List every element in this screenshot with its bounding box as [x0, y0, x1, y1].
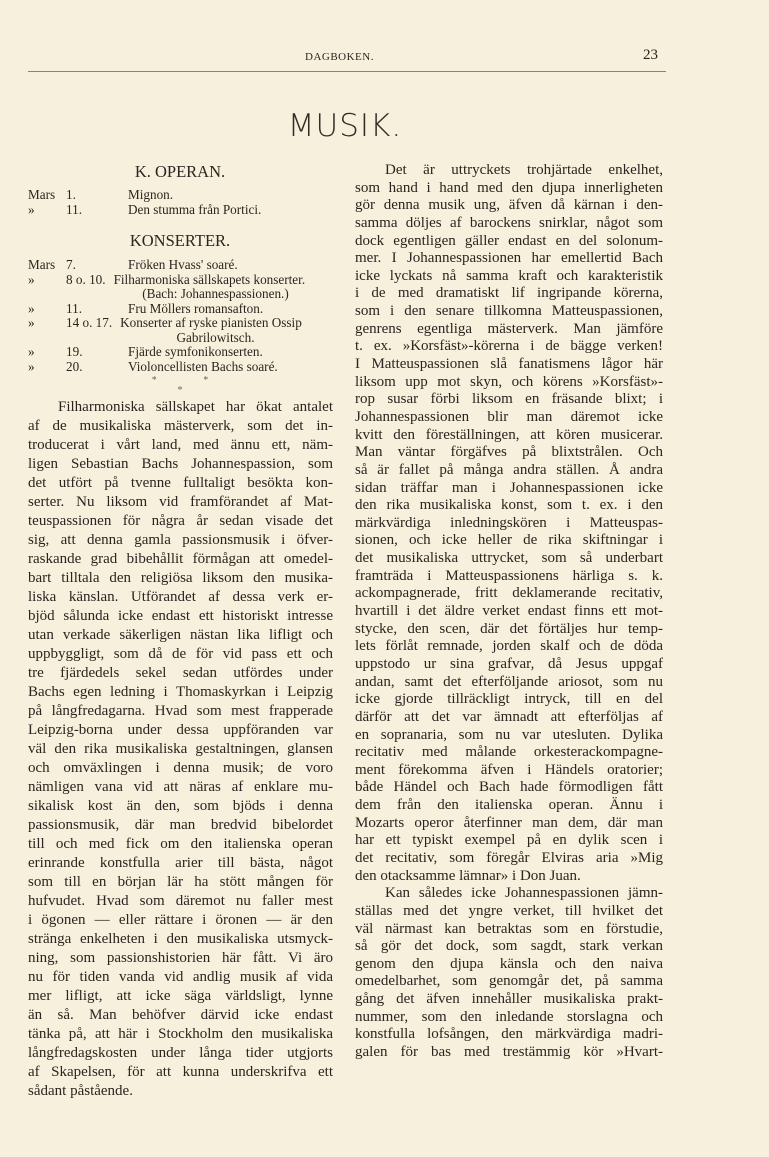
text-line: passionsmusik, där man bredvid bibelordet: [28, 817, 333, 833]
listing-entry: [28, 345, 333, 360]
text-line: gör denna musik ung, äfven då kärnan i den-: [355, 197, 663, 214]
text-line: genom den djupa känsla och den naiva: [355, 955, 663, 972]
text-line: stränga enkelheten i den musikaliska utsmyck-: [28, 931, 333, 947]
running-head: DAGBOKEN.: [305, 51, 374, 63]
listing-entry: [28, 316, 333, 331]
text-line: rop susar förbi liksom en fräsande blixt; i: [355, 391, 663, 408]
entry-month: Mars: [28, 187, 56, 202]
text-line: till och med fick om den italienska operan: [28, 836, 333, 852]
paragraph: [355, 162, 663, 885]
text-line: konstfulla lofsången, den märkvärdiga madri-: [355, 1026, 663, 1043]
entry-text: Mignon.: [128, 187, 174, 202]
listing-entry: [28, 203, 333, 218]
text-line: nämligen vana vid att näras af enklare mu-: [28, 779, 333, 795]
text-line: som hand i hand med den djupa innerligheten: [355, 179, 663, 196]
text-line: som till en början lär ha stött mången för: [28, 874, 333, 890]
text-line: genrens egentliga mästerverk. Man jämföre: [355, 320, 663, 337]
text-line: den otacksamme lämnar» i Don Juan.: [355, 867, 581, 884]
text-line: tänka på, att här i Stockholm den musikaliska: [28, 1026, 333, 1042]
entry-month: Mars: [28, 257, 56, 272]
entry-day: 20.: [66, 358, 83, 374]
text-line: omedelbarhet, som genomgår det, på samma: [355, 973, 663, 990]
text-line: bart tilltala den religiösa liksom den musika-: [28, 570, 333, 586]
text-line: kvitt den föreställningen, att kören musicerar.: [355, 426, 663, 443]
section-heading-konserter: KONSERTER.: [129, 231, 231, 250]
entry-day: 19.: [66, 344, 83, 359]
text-line: tre fjärdedels sekel sedan utfördes under: [28, 665, 333, 681]
text-line: så är fallet på många andra ställen. Å andra: [355, 461, 663, 478]
text-line: af Skapelsen, för att kunna underskrifva ett: [28, 1064, 333, 1080]
right-column-text: [355, 162, 663, 1062]
konserter-listing: [28, 258, 333, 374]
text-line: hvartill i det äldre verket endast finns ett mot-: [355, 603, 663, 620]
text-line: hufvudet. Hvad som däremot nu faller mest: [28, 893, 333, 909]
entry-continuation: (Bach: Johannespassionen.): [142, 286, 289, 301]
entry-month: »: [28, 315, 35, 330]
text-line: på långfredagarna. Hvad som mest frapperade: [28, 703, 333, 719]
entry-text: Violoncellisten Bachs soaré.: [128, 358, 278, 374]
text-line: serter. Nu liksom vid framförandet af Mat-: [28, 494, 333, 510]
text-line: uppstodo ur sina grafvar, då Jesus uppgaf: [355, 655, 663, 672]
entry-month: »: [28, 201, 35, 217]
text-line: en sopranaria, som nu var utesluten. Dylika: [355, 726, 663, 743]
paragraph: [355, 885, 663, 1061]
text-line: väl närmast kan betraktas som en förstudie,: [355, 920, 663, 937]
listing-entry: [28, 360, 333, 375]
text-line: långfredagskosten under långa tider utgjorts: [28, 1045, 333, 1061]
asterism-bottom: *: [177, 385, 183, 396]
text-line: den rika musikaliska konst, som t. ex. i den: [355, 497, 663, 514]
text-line: ställas med det yngre verket, till hvilket det: [355, 902, 663, 919]
header-rule: [28, 71, 666, 72]
text-line: ligen Sebastian Bachs Johannespassion, som: [28, 456, 333, 472]
text-line: andan, samt det efterföljande ariosot, som nu: [355, 673, 663, 690]
text-line: har ett typiskt exempel på en dylik scen i: [355, 832, 663, 849]
text-line: samma döljes af barockens snirklar, något som: [355, 214, 663, 231]
text-line: I Matteuspassionen slå fanatismens lågor här: [355, 356, 663, 373]
listing-entry: [28, 258, 333, 273]
text-line: erinrande konstfulla arier till bästa, något: [28, 855, 333, 871]
text-line: ment förekomma äfven i Händels oratorier;: [355, 761, 663, 778]
text-line: bjöd sålunda icke endast ett historiskt intresse: [28, 608, 333, 624]
text-line: dock egentligen gäller endast en del solonum-: [355, 232, 663, 249]
text-line: väl den rika musikaliska gestaltningen, glansen: [28, 741, 333, 757]
opera-listing: [28, 188, 333, 217]
text-line: nu för tiden vanda vid andlig musik af vida: [28, 969, 333, 985]
text-line: både Händel och Bach hade förmodligen fått: [355, 779, 663, 796]
text-line: troducerat i vårt land, med ännu ett, näm-: [28, 437, 333, 453]
text-line: Mozarts operor återfinner man dem, där man: [355, 814, 663, 831]
text-line: raskande grad bibehållit förmågan att omedel-: [28, 551, 333, 567]
entry-month: »: [28, 344, 35, 359]
text-line: därför att det var ämnadt att efterföljas af: [355, 708, 663, 725]
entry-day: 14 o. 17.: [66, 315, 113, 330]
text-line: sikalisk kost än den, som bjöds i denna: [28, 798, 333, 814]
paragraph: [28, 398, 333, 1101]
entry-day: 11.: [66, 300, 82, 316]
text-line: sionen, och icke heller de rika skiftningar i: [355, 532, 663, 549]
page-number: 23: [643, 47, 658, 63]
text-line: icke gjorde tillräckligt intryck, till en del: [355, 691, 663, 708]
text-line: Leipzig-borna under dessa uppföranden var: [28, 722, 333, 738]
left-column-text: [28, 398, 333, 1101]
entry-text: Fjärde symfonikonserten.: [128, 344, 263, 359]
text-line: och omväxlingen i denna musik; de voro: [28, 760, 333, 776]
text-line: af de musikaliska mästerverk, som det in-: [28, 418, 333, 434]
listing-entry: [28, 273, 333, 288]
entry-day: 1.: [66, 187, 76, 202]
entry-continuation: Gabrilowitsch.: [176, 329, 255, 345]
text-line: stycke, den scen, där det förtäljes hur temp-: [355, 620, 663, 637]
text-line: framträda i Matteuspassionens härliga s. k.: [355, 567, 663, 584]
entry-day: 7.: [66, 257, 76, 272]
listing-entry: [28, 188, 333, 203]
text-line: så gör det dock, som sagdt, stark verkan: [355, 938, 663, 955]
entry-month: »: [28, 271, 35, 287]
text-line: som i den senare tillkomna Matteuspassionen,: [355, 303, 663, 320]
text-line: ackompagnerade, fritt deklamerande recitativ,: [355, 585, 663, 602]
text-line: t. ex. »Korsfäst»-körerna i de bägge verken!: [355, 338, 663, 355]
text-line: mer. I Johannespassionen har emellertid Bach: [355, 250, 663, 267]
section-heading-opera: K. OPERAN.: [134, 162, 226, 181]
text-line: Kan således icke Johannespassionen jämn-: [385, 885, 663, 902]
text-line: sådant påstående.: [28, 1083, 133, 1099]
text-line: icke lyckats nå samma kraft och karakteristik: [355, 267, 663, 284]
text-line: uppbyggligt, som då de för vid pass ett och: [28, 646, 333, 662]
text-line: utan verkade säkerligen nästan lika lifligt och: [28, 627, 333, 643]
entry-text: Fru Möllers romansafton.: [128, 300, 264, 316]
entry-day: 8 o. 10.: [66, 271, 106, 287]
text-line: dem från den italienska operan. Ännu i: [355, 797, 663, 814]
entry-text: Den stumma från Portici.: [128, 201, 262, 217]
text-line: sig, att denna gamla passionsmusik i öfver-: [28, 532, 333, 548]
entry-month: »: [28, 358, 35, 374]
text-line: ning, som passionshistorien här fått. Vi äro: [28, 950, 333, 966]
text-line: recitativ med målande orkesterackompagne-: [355, 744, 663, 761]
text-line: liska känslan. Utförandet af dessa verk er-: [28, 589, 333, 605]
text-line: galen för bas med trestämmig kör »Hvart-: [355, 1044, 663, 1061]
text-line: än så. Man behöfver därvid icke endast: [28, 1007, 333, 1023]
text-line: det recitativ, som föregår Elviras aria »Mig: [355, 849, 663, 866]
text-line: Filharmoniska sällskapet har ökat antalet: [58, 399, 333, 415]
text-line: liksom upp mot skyn, och körens »Korsfäst»-: [355, 373, 663, 390]
text-line: Det är uttryckets trohjärtade enkelhet,: [385, 162, 663, 178]
listing-entry: [28, 302, 333, 317]
entry-text: Konserter af ryske pianisten Ossip: [120, 315, 302, 330]
text-line: Man väntar förgäfves på blixtstrålen. Och: [355, 444, 663, 461]
entry-text: Fröken Hvass' soaré.: [128, 257, 238, 272]
asterism-top: * *: [151, 375, 209, 386]
text-line: lets förlåt remnade, jorden skalf och de döda: [355, 638, 663, 655]
text-line: mer lifligt, att icke säga världsligt, lynne: [28, 988, 333, 1004]
entry-text: Filharmoniska sällskapets konserter.: [113, 271, 306, 287]
entry-month: »: [28, 300, 35, 316]
text-line: det musikaliska uttrycket, som så underbart: [355, 550, 663, 567]
text-line: teuspassionen för några år sedan visade det: [28, 513, 333, 529]
text-line: i ögonen — eller rättare i öronen — är den: [28, 912, 333, 928]
text-line: nummer, som den inledande storslagna och: [355, 1008, 663, 1025]
page-title: MUSIK.: [287, 108, 403, 144]
text-line: märkvärdiga inledningskören i Matteuspas-: [355, 514, 663, 531]
entry-day: 11.: [66, 201, 82, 217]
text-line: gång det äfven innehåller musikaliska prakt-: [355, 991, 663, 1008]
text-line: det utfört på tvenne fulltaligt besökta kon-: [28, 475, 333, 491]
text-line: sidan träffar man i Johannespassionen icke: [355, 479, 663, 496]
text-line: i de med dramatiskt lif ingripande körerna,: [355, 285, 663, 302]
text-line: Johannespassionen blir man däremot icke: [355, 408, 663, 425]
text-line: Bachs egen ledning i Thomaskyrkan i Leipzig: [28, 684, 333, 700]
